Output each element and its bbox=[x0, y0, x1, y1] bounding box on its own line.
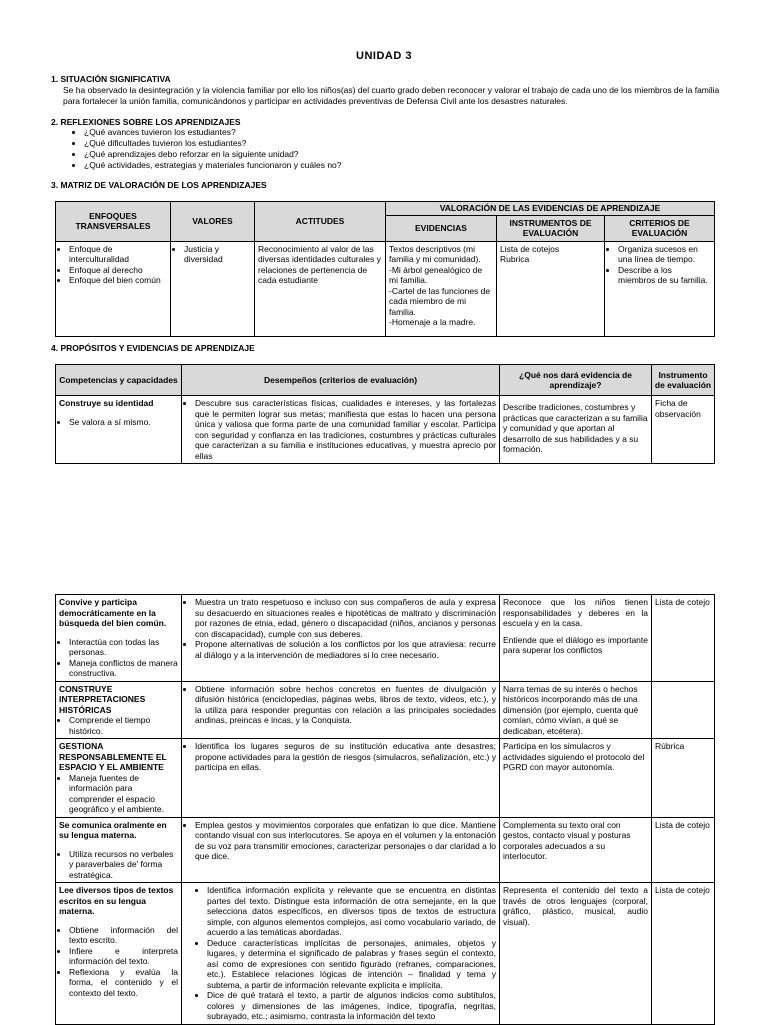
cell-competencia bbox=[56, 739, 182, 818]
cell-desempeno bbox=[182, 681, 500, 739]
header-evidencia: ¿Qué nos dará evidencia de aprendizaje? bbox=[500, 365, 652, 396]
evidence-text: -Mi árbol genealógico de mi familia. bbox=[389, 264, 483, 285]
section-1-heading: 1. SITUACIÓN SIGNIFICATIVA bbox=[51, 74, 171, 84]
cell-evidencia bbox=[500, 595, 652, 682]
list-item: • Deduce características implícitas de personajes, animales, objetos y lugares, y determina el significado de palabras y frases según el contexto, así como de expresiones con sentido figurado (refranes, comparaciones, etc.). Establece relaciones lógicas de intención – finalidad y tema y subtema, a partir de información relevante explícita e implícita. bbox=[207, 938, 496, 991]
list-item: • Describe a los miembros de su familia. bbox=[618, 265, 711, 286]
cell-evidencia bbox=[500, 883, 652, 1025]
cell-instrumentos bbox=[497, 241, 605, 336]
list-item: • Se valora a sí mismo. bbox=[69, 417, 178, 428]
list-item: • Enfoque del bien común bbox=[69, 275, 167, 286]
header-criterios: CRITERIOS DE EVALUACIÓN bbox=[605, 215, 715, 241]
competency-title: GESTIONA RESPONSABLEMENTE EL ESPACIO Y EL AMBIENTE bbox=[59, 741, 167, 772]
header-desempenos: Desempeños (criterios de evaluación) bbox=[182, 365, 500, 396]
evidence-text: -Cartel de las funciones de cada miembro de mi familia. bbox=[389, 285, 491, 317]
cell-evidencia bbox=[500, 396, 652, 464]
instrument-text: Rubrica bbox=[500, 254, 530, 264]
list-item: • Enfoque de interculturalidad bbox=[69, 244, 167, 265]
competency-title: Se comunica oralmente en su lengua materna. bbox=[59, 819, 167, 840]
list-item: • Infiere e interpreta información del texto. bbox=[69, 946, 178, 967]
section-3-heading: 3. MATRIZ DE VALORACIÓN DE LOS APRENDIZAJES bbox=[51, 180, 267, 190]
cell-instrumento: Lista de cotejo bbox=[652, 595, 715, 682]
cell-evidencia bbox=[500, 681, 652, 739]
cell-evidencia bbox=[500, 817, 652, 883]
cell-evidencias bbox=[386, 241, 497, 336]
section-2-heading: 2. REFLEXIONES SOBRE LOS APRENDIZAJES bbox=[51, 117, 241, 127]
list-item: • Muestra un trato respetuoso e incluso con sus compañeros de aula y expresa su desacuerdo en situaciones reales e hipotéticas de maltrato y discriminación por razones de etnia, edad, género o discapacidad (niños, ancianos y personas con discapacidad), cumple con sus deberes. bbox=[195, 597, 496, 639]
list-item: • Enfoque al derecho bbox=[69, 265, 167, 276]
cell-instrumento: Rúbrica bbox=[652, 739, 715, 818]
cell-competencia bbox=[56, 681, 182, 739]
evidence-text: Complementa su texto oral con gestos, contacto visual y posturas corporales adecuados a su interlocutor. bbox=[503, 819, 631, 861]
cell-criterios bbox=[605, 241, 715, 336]
cell-instrumento bbox=[652, 681, 715, 739]
list-item: • Maneja conflictos de manera constructiva. bbox=[69, 658, 178, 679]
competency-title: Lee diversos tipos de textos escritos en su lengua materna. bbox=[59, 885, 174, 916]
section-4-heading: 4. PROPÓSITOS Y EVIDENCIAS DE APRENDIZAJE bbox=[51, 343, 255, 353]
competency-title: Construye su identidad bbox=[59, 398, 154, 408]
list-item: • Identifica información explícita y relevante que se encuentra en distintas partes del texto. Distingue esta información de otra semejante, en la que selecciona datos específicos, en diversos tipos de textos de estructura simple, con algunos elementos complejos, así como vocabulario variado, de acuerdo a las temáticas abordadas. bbox=[207, 885, 496, 938]
list-item: • Reflexiona y evalúa la forma, el contenido y el contexto del texto. bbox=[69, 967, 178, 999]
list-item: • Utiliza recursos no verbales y paraverbales de' forma estratégica. bbox=[69, 849, 178, 881]
header-enfoques: ENFOQUES TRANSVERSALES bbox=[56, 202, 171, 242]
cell-competencia bbox=[56, 883, 182, 1025]
competency-title: Convive y participa democráticamente en la búsqueda del bien común. bbox=[59, 597, 167, 628]
evidence-text: Textos descriptivos (mi familia y mi comunidad). bbox=[389, 243, 481, 264]
header-evidencias: EVIDENCIAS bbox=[386, 215, 497, 241]
instrument-text: Lista de cotejos bbox=[500, 243, 560, 254]
evidence-text: Entiende que el diálogo es importante para superar los conflictos bbox=[503, 634, 648, 655]
list-item: • Obtiene información del texto escrito. bbox=[69, 925, 178, 946]
cell-desempeno bbox=[182, 817, 500, 883]
list-item: • Justicia y diversidad bbox=[184, 244, 251, 265]
cell-instrumento: Lista de cotejo bbox=[652, 883, 715, 1025]
cell-desempeno bbox=[182, 739, 500, 818]
cell-valores bbox=[171, 241, 255, 336]
evidence-text: Participa en los simulacros y actividades siguiendo el protocolo del PGRD con mayor autonomía. bbox=[503, 741, 645, 772]
cell-actitudes: Reconocimiento al valor de las diversas identidades culturales y relaciones de pertenencia de cada estudiante bbox=[255, 241, 386, 336]
header-valores: VALORES bbox=[171, 202, 255, 242]
list-item: • Descubre sus características físicas, cualidades e intereses, y las fortalezas que le permiten lograr sus metas; manifiesta que estas lo hacen una persona única y valiosa que forma parte de una comunidad familiar y escolar. Participa con seguridad y confianza en las tradiciones, costumbres y prácticas culturales que caracterizan a su familia e instituciones educativas, y muestra aprecio por ellas bbox=[195, 398, 496, 461]
valuation-matrix bbox=[55, 201, 715, 337]
competencies-table bbox=[55, 594, 715, 1025]
cell-desempeno bbox=[182, 396, 500, 464]
cell-competencia bbox=[56, 396, 182, 464]
list-item: • Maneja fuentes de información para comprender el espacio geográfico y el ambiente. bbox=[69, 773, 178, 815]
cell-evidencia bbox=[500, 739, 652, 818]
cell-instrumento: Lista de cotejo bbox=[652, 817, 715, 883]
header-instrumento: Instrumento de evaluación bbox=[652, 365, 715, 396]
evidence-text: Describe tradiciones, costumbres y prácticas que caracterizan a su familia y comunidad y que aportan al desarrollo de sus habilidades y a su formación. bbox=[503, 402, 648, 454]
cell-instrumento: Ficha de observación bbox=[652, 396, 715, 464]
header-valoracion: VALORACIÓN DE LAS EVIDENCIAS DE APRENDIZAJE bbox=[386, 202, 715, 216]
cell-desempeno bbox=[182, 883, 500, 1025]
list-item: • Obtiene información sobre hechos concretos en fuentes de divulgación y difusión histórica (enciclopedias, páginas webs, libros de texto, videos, etc.), y la utiliza para responder preguntas con relación a las principales sociedades andinas, preincas e incas, y la Conquista. bbox=[195, 684, 496, 726]
evidence-text: Reconoce que los niños tienen responsabilidades y deberes en la escuela y en la casa. bbox=[503, 597, 648, 628]
cell-competencia bbox=[56, 595, 182, 682]
list-item: • ¿Qué actividades, estrategias y materiales funcionaron y cuáles no? bbox=[84, 160, 342, 171]
unit-title: UNIDAD 3 bbox=[356, 50, 412, 62]
list-item: • Dice de qué tratará el texto, a partir de algunos indicios como subtítulos, colores y dimensiones de las imágenes, índice, tipografía, negritas, subrayado, etc.; asimismo, contrasta la información del texto bbox=[207, 990, 496, 1022]
evidence-text: -Homenaje a la madre. bbox=[389, 317, 476, 327]
purposes-table bbox=[55, 364, 715, 464]
evidence-text: Narra temas de su interés o hechos históricos incorporando más de una dimensión (por ejemplo, cuenta qué comían, cómo vivían, a qué se dedicaban, etcétera). bbox=[503, 683, 639, 736]
situation-text: Se ha observado la desintegración y la violencia familiar por ello los niños(as) del cuarto grado deben reconocer y valorar el trabajo de cada uno de los miembros de la familia para fortalecer la unión familia, comunicándonos y participar en actividades preventivas de Defensa Civil ante los desastres naturales. bbox=[63, 85, 720, 106]
list-item: • Identifica los lugares seguros de su institución educativa ante desastres; propone actividades para la gestión de riesgos (simulacros, señalización, etc.) y participa en ellas. bbox=[195, 741, 496, 773]
cell-competencia bbox=[56, 817, 182, 883]
competency-title: CONSTRUYE INTERPRETACIONES HISTÓRICAS bbox=[59, 683, 146, 715]
reflection-list bbox=[68, 127, 342, 171]
header-actitudes: ACTITUDES bbox=[255, 202, 386, 242]
cell-enfoques bbox=[56, 241, 171, 336]
list-item: • Propone alternativas de solución a los conflictos por los que atraviesa: recurre al diálogo y a la intervención de mediadores si lo cree necesario. bbox=[195, 639, 496, 660]
header-instrumentos: INSTRUMENTOS DE EVALUACIÓN bbox=[497, 215, 605, 241]
list-item: • ¿Qué aprendizajes debo reforzar en la siguiente unidad? bbox=[84, 149, 342, 160]
header-competencias: Competencias y capacidades bbox=[56, 365, 182, 396]
list-item: • Emplea gestos y movimientos corporales que enfatizan lo que dice. Mantiene contando visual con sus interlocutores. Se apoya en el volumen y la entonación de su voz para transmitir emociones, caracterizar personajes o dar claridad a lo que dice. bbox=[195, 820, 496, 862]
list-item: • Interactúa con todas las personas. bbox=[69, 637, 178, 658]
list-item: • Organiza sucesos en una línea de tiempo. bbox=[618, 244, 711, 265]
evidence-text: Representa el contenido del texto a través de otros lenguajes (corporal, gráfico, plástico, musical, audio visual). bbox=[503, 885, 648, 927]
cell-desempeno bbox=[182, 595, 500, 682]
list-item: • ¿Qué avances tuvieron los estudiantes? bbox=[84, 127, 342, 138]
list-item: • Comprende el tiempo histórico. bbox=[69, 715, 178, 736]
list-item: • ¿Qué dificultades tuvieron los estudiantes? bbox=[84, 138, 342, 149]
